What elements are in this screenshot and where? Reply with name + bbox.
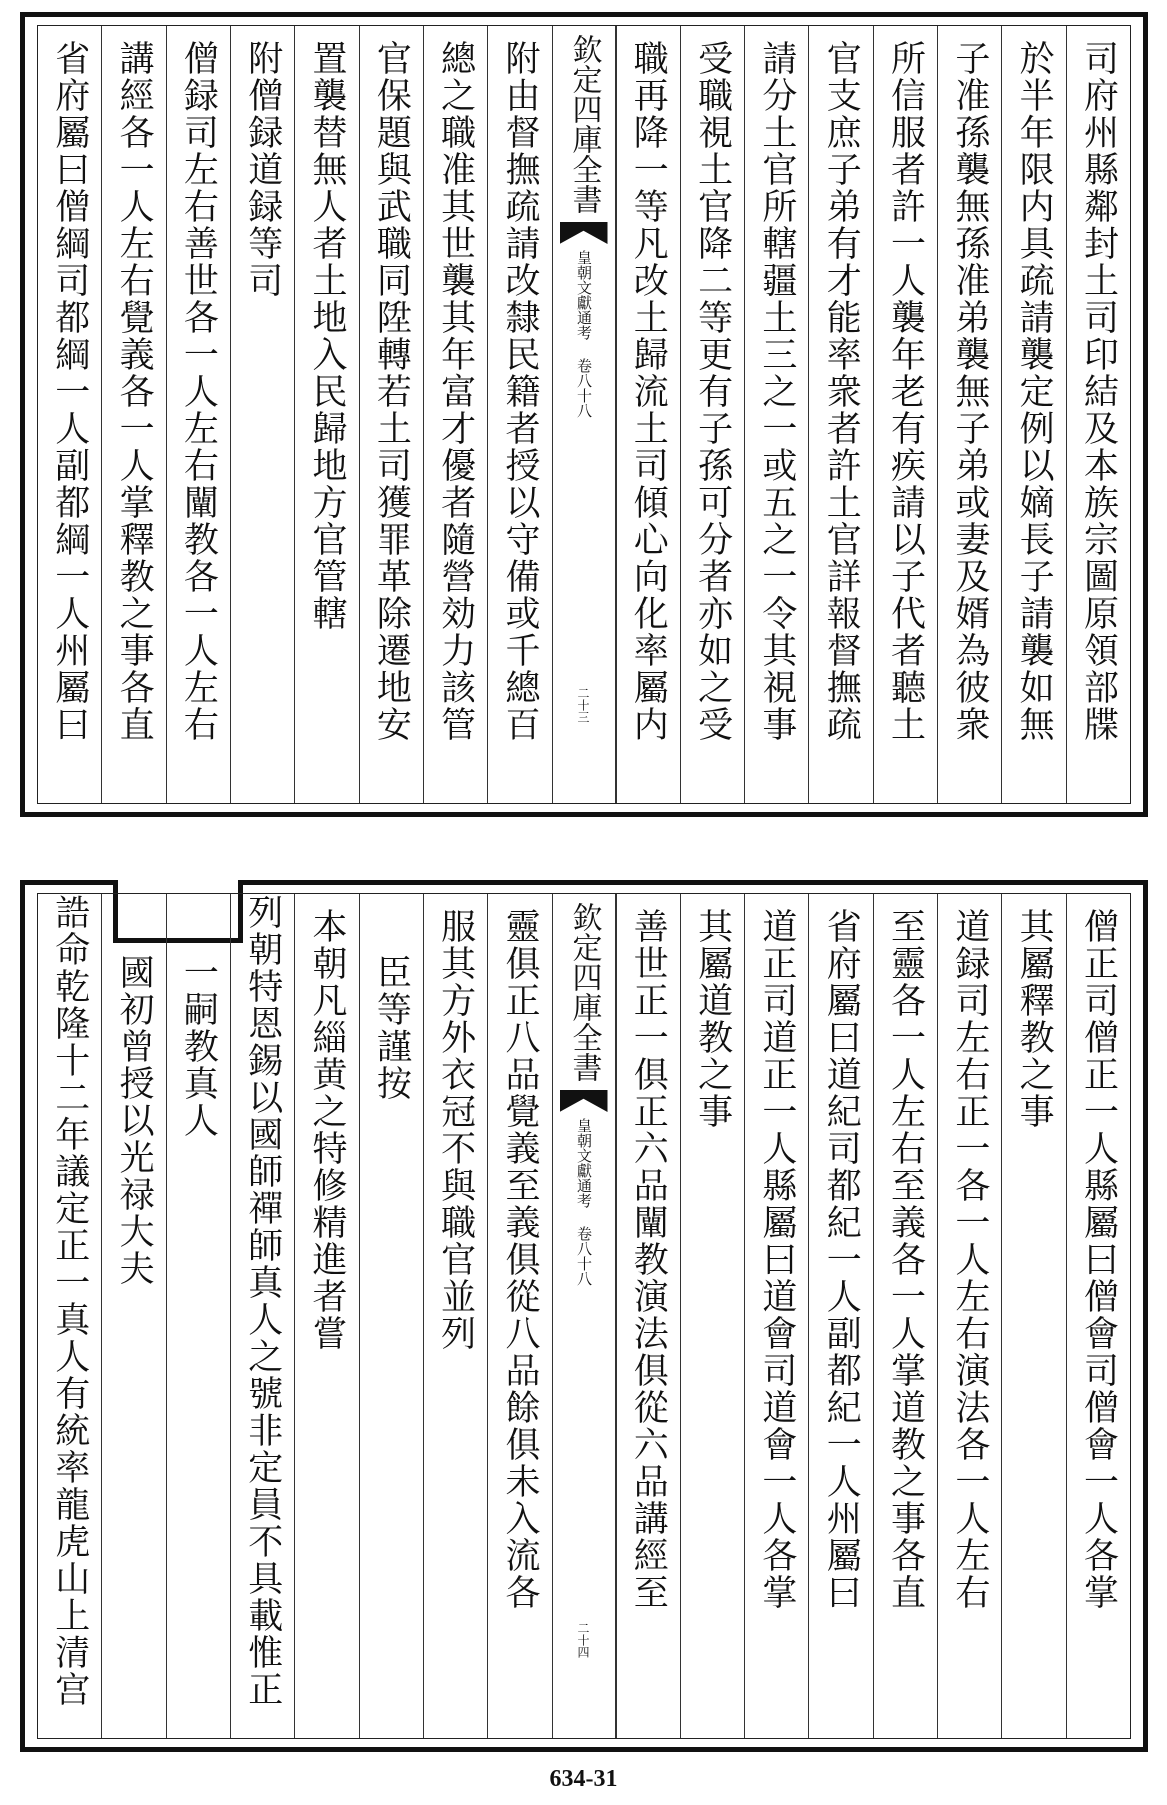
text-column: 道録司左右正一各一人左右演法各一人左右: [937, 894, 1001, 1738]
text-column: 一嗣教真人: [166, 894, 230, 1738]
text-column: 職再降一等凡改土歸流土司傾心向化率屬内: [616, 26, 680, 803]
text-column: 僧正司僧正一人縣屬曰僧會司僧會一人各掌: [1066, 894, 1130, 1738]
bottom-page: [20, 880, 1148, 1752]
section-heading-column: 附僧録道録等司: [230, 26, 294, 803]
folio-number: 634-31: [549, 1766, 618, 1792]
fishtail-mark-icon: [560, 1090, 608, 1112]
text-column: 所信服者許一人襲年老有疾請以子代者聽土: [873, 26, 937, 803]
fishtail-mark-icon: [560, 222, 608, 244]
text-column: 本朝凡緇黄之特修精進者嘗: [294, 894, 358, 1738]
book-title: 欽定四庫全書: [566, 902, 602, 1082]
leaf-number: 二十四: [576, 1622, 590, 1658]
raised-text-column: 列朝特恩錫以國師禪師真人之號非定員不具載惟正: [230, 894, 294, 1738]
text-column: 服其方外衣冠不與職官並列: [423, 894, 487, 1738]
text-column: 道正司道正一人縣屬曰道會司道會一人各掌: [744, 894, 808, 1738]
text-column: 善世正一俱正六品闡教演法俱從六品講經至: [616, 894, 680, 1738]
text-column: 請分土官所轄疆土三之一或五之一令其視事: [744, 26, 808, 803]
text-column: 附由督撫疏請改隸民籍者授以守備或千總百: [487, 26, 551, 803]
text-column: 司府州縣鄰封土司印結及本族宗圖原領部牒: [1066, 26, 1130, 803]
text-column: 總之職准其世襲其年富才優者隨營効力該管: [423, 26, 487, 803]
text-column: 國初曾授以光禄大夫: [101, 894, 165, 1738]
raised-text-column: 誥命乾隆十二年議定正一真人有統率龍虎山上清宫: [49, 894, 90, 1708]
text-column: 置襲替無人者土地入民歸地方官管轄: [294, 26, 358, 803]
center-fold: [552, 894, 616, 1738]
text-column: 講經各一人左右覺義各一人掌釋教之事各直: [101, 26, 165, 803]
top-page-columns: [37, 25, 1131, 804]
text-column: 其屬釋教之事: [1001, 894, 1065, 1738]
text-column: 至靈各一人左右至義各一人掌道教之事各直: [873, 894, 937, 1738]
top-page: [20, 12, 1148, 817]
text-column: 僧録司左右善世各一人左右闡教各一人左右: [166, 26, 230, 803]
text-column: 靈俱正八品覺義至義俱從八品餘俱未入流各: [487, 894, 551, 1738]
text-column: 臣等謹按: [359, 894, 423, 1738]
text-column: 省府屬曰道紀司都紀一人副都紀一人州屬曰: [808, 894, 872, 1738]
center-fold: [552, 26, 616, 803]
text-column: 官保題與武職同陞轉若土司獲罪革除遷地安: [359, 26, 423, 803]
text-column: 省府屬曰僧綱司都綱一人副都綱一人州屬曰: [49, 40, 90, 743]
text-column: 其屬道教之事: [680, 894, 744, 1738]
book-title: 欽定四庫全書: [566, 34, 602, 214]
volume-label: 皇朝文獻通考 卷八十八: [575, 250, 593, 418]
text-column: 官支庶子弟有才能率衆者許土官詳報督撫疏: [808, 26, 872, 803]
leaf-number: 二十三: [576, 687, 590, 723]
text-column: 受職視土官降二等更有子孫可分者亦如之受: [680, 26, 744, 803]
bottom-page-columns: [37, 893, 1131, 1739]
text-column: 於半年限内具疏請襲定例以嫡長子請襲如無: [1001, 26, 1065, 803]
volume-label: 皇朝文獻通考 卷八十八: [575, 1118, 593, 1286]
text-column: 子准孫襲無孫准弟襲無子弟或妻及婿為彼衆: [937, 26, 1001, 803]
